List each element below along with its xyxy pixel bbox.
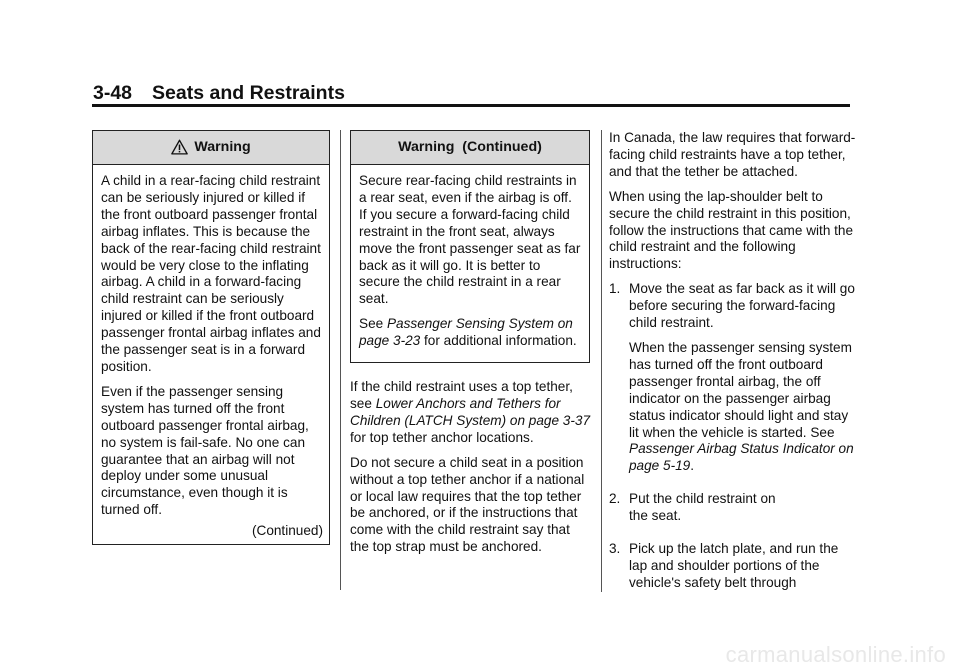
column-3: [609, 130, 857, 608]
warning-continued-paragraph: Secure rear-facing child restraints in a rear seat, even if the airbag is off. If you secure a forward-facing child restraint in the front seat, always move the front passenger seat as far back as it will go. It is better to secure the child restraint in a rear seat.: [359, 173, 581, 307]
step-number: 3.: [609, 541, 621, 557]
column-divider-1: [340, 130, 341, 590]
page-number: 3-48: [93, 82, 133, 104]
header-rule: [92, 104, 850, 107]
column-divider-2: [601, 130, 602, 592]
footer: [0, 638, 960, 672]
latch-link[interactable]: Lower Anchors and Tethers for Children (LATCH System) on page 3-37: [350, 395, 591, 428]
top-tether-pre: If the child restraint uses a top tether, see: [350, 379, 573, 411]
warning-box: [92, 130, 330, 545]
watermark: carmanualsonline.info: [725, 642, 946, 667]
see-label: See: [359, 316, 384, 332]
step-3: [609, 541, 857, 600]
warning-title: Warning: [194, 139, 251, 156]
do-not-secure-paragraph: Do not secure a child seat in a position without a top tether anchor if a national or local law requires that the top tether be anchored, or if the instructions that come with the child restraint say that the top strap must be anchored.: [350, 454, 585, 555]
passenger-sensing-link[interactable]: Passenger Sensing System on page 3-23: [359, 316, 573, 349]
lap-shoulder-paragraph: When using the lap-shoulder belt to secure the child restraint in this position, follow the instructions that came with the child restraint and the following instructions:: [609, 188, 854, 272]
step-1: [609, 281, 857, 483]
step-sub-end: .: [690, 458, 695, 474]
airbag-status-link[interactable]: Passenger Airbag Status Indicator on page 5-19: [629, 441, 854, 474]
top-tether-paragraph: [350, 379, 590, 447]
warning-paragraph-1: A child in a rear-facing child restraint can be seriously injured or killed if the front outboard passenger frontal airbag inflates. This is because the back of the rear-facing child restraint would be very close to the inflating airbag. A child in a forward-facing child restraint can be seriously injured or killed if the front outboard passenger frontal airbag inflates and the passenger seat is in a forward position.: [101, 173, 321, 374]
page-header: [93, 82, 345, 105]
warning-body: [93, 165, 329, 544]
step-number: 2.: [609, 491, 621, 507]
column-2: [350, 130, 590, 564]
step-sub-paragraph: [629, 340, 857, 475]
top-tether-post: for top tether anchor locations.: [350, 429, 534, 445]
warning-paragraph-2: Even if the passenger sensing system has turned off the front outboard passenger frontal airbag, no system is fail-safe. No one can guarantee that an airbag will not deploy under some unusual circumstance, even though it is turned off.: [101, 383, 309, 518]
warning-continued-box: [350, 130, 590, 363]
warning-header: [93, 131, 329, 165]
step-text: Pick up the latch plate, and run the lap and shoulder portions of the vehicle's safety belt through: [629, 541, 839, 590]
warning-continued-header: [351, 131, 589, 165]
see-after-text: for additional information.: [424, 333, 577, 349]
warning-see-paragraph: [359, 316, 583, 350]
warning-continued-body: [351, 165, 589, 362]
warning-continued-title: Warning (Continued): [398, 139, 542, 156]
step-number: 1.: [609, 281, 621, 297]
warning-icon: [171, 139, 188, 156]
step-sub-text: When the passenger sensing system has turned off the front outboard passenger frontal airbag, the off indicator on the passenger airbag status indicator should light and stay lit when the vehicle is started. See: [629, 339, 852, 440]
continued-label: (Continued): [251, 523, 323, 539]
section-title: Seats and Restraints: [152, 82, 345, 104]
column-1: [92, 130, 330, 545]
step-text: Move the seat as far back as it will go before securing the forward-facing child restraint.: [629, 281, 855, 331]
canada-paragraph: In Canada, the law requires that forward-facing child restraints have a top tether, and that the tether be attached.: [609, 130, 856, 179]
step-2: [609, 491, 857, 533]
step-text: Put the child restraint on the seat.: [629, 491, 776, 524]
